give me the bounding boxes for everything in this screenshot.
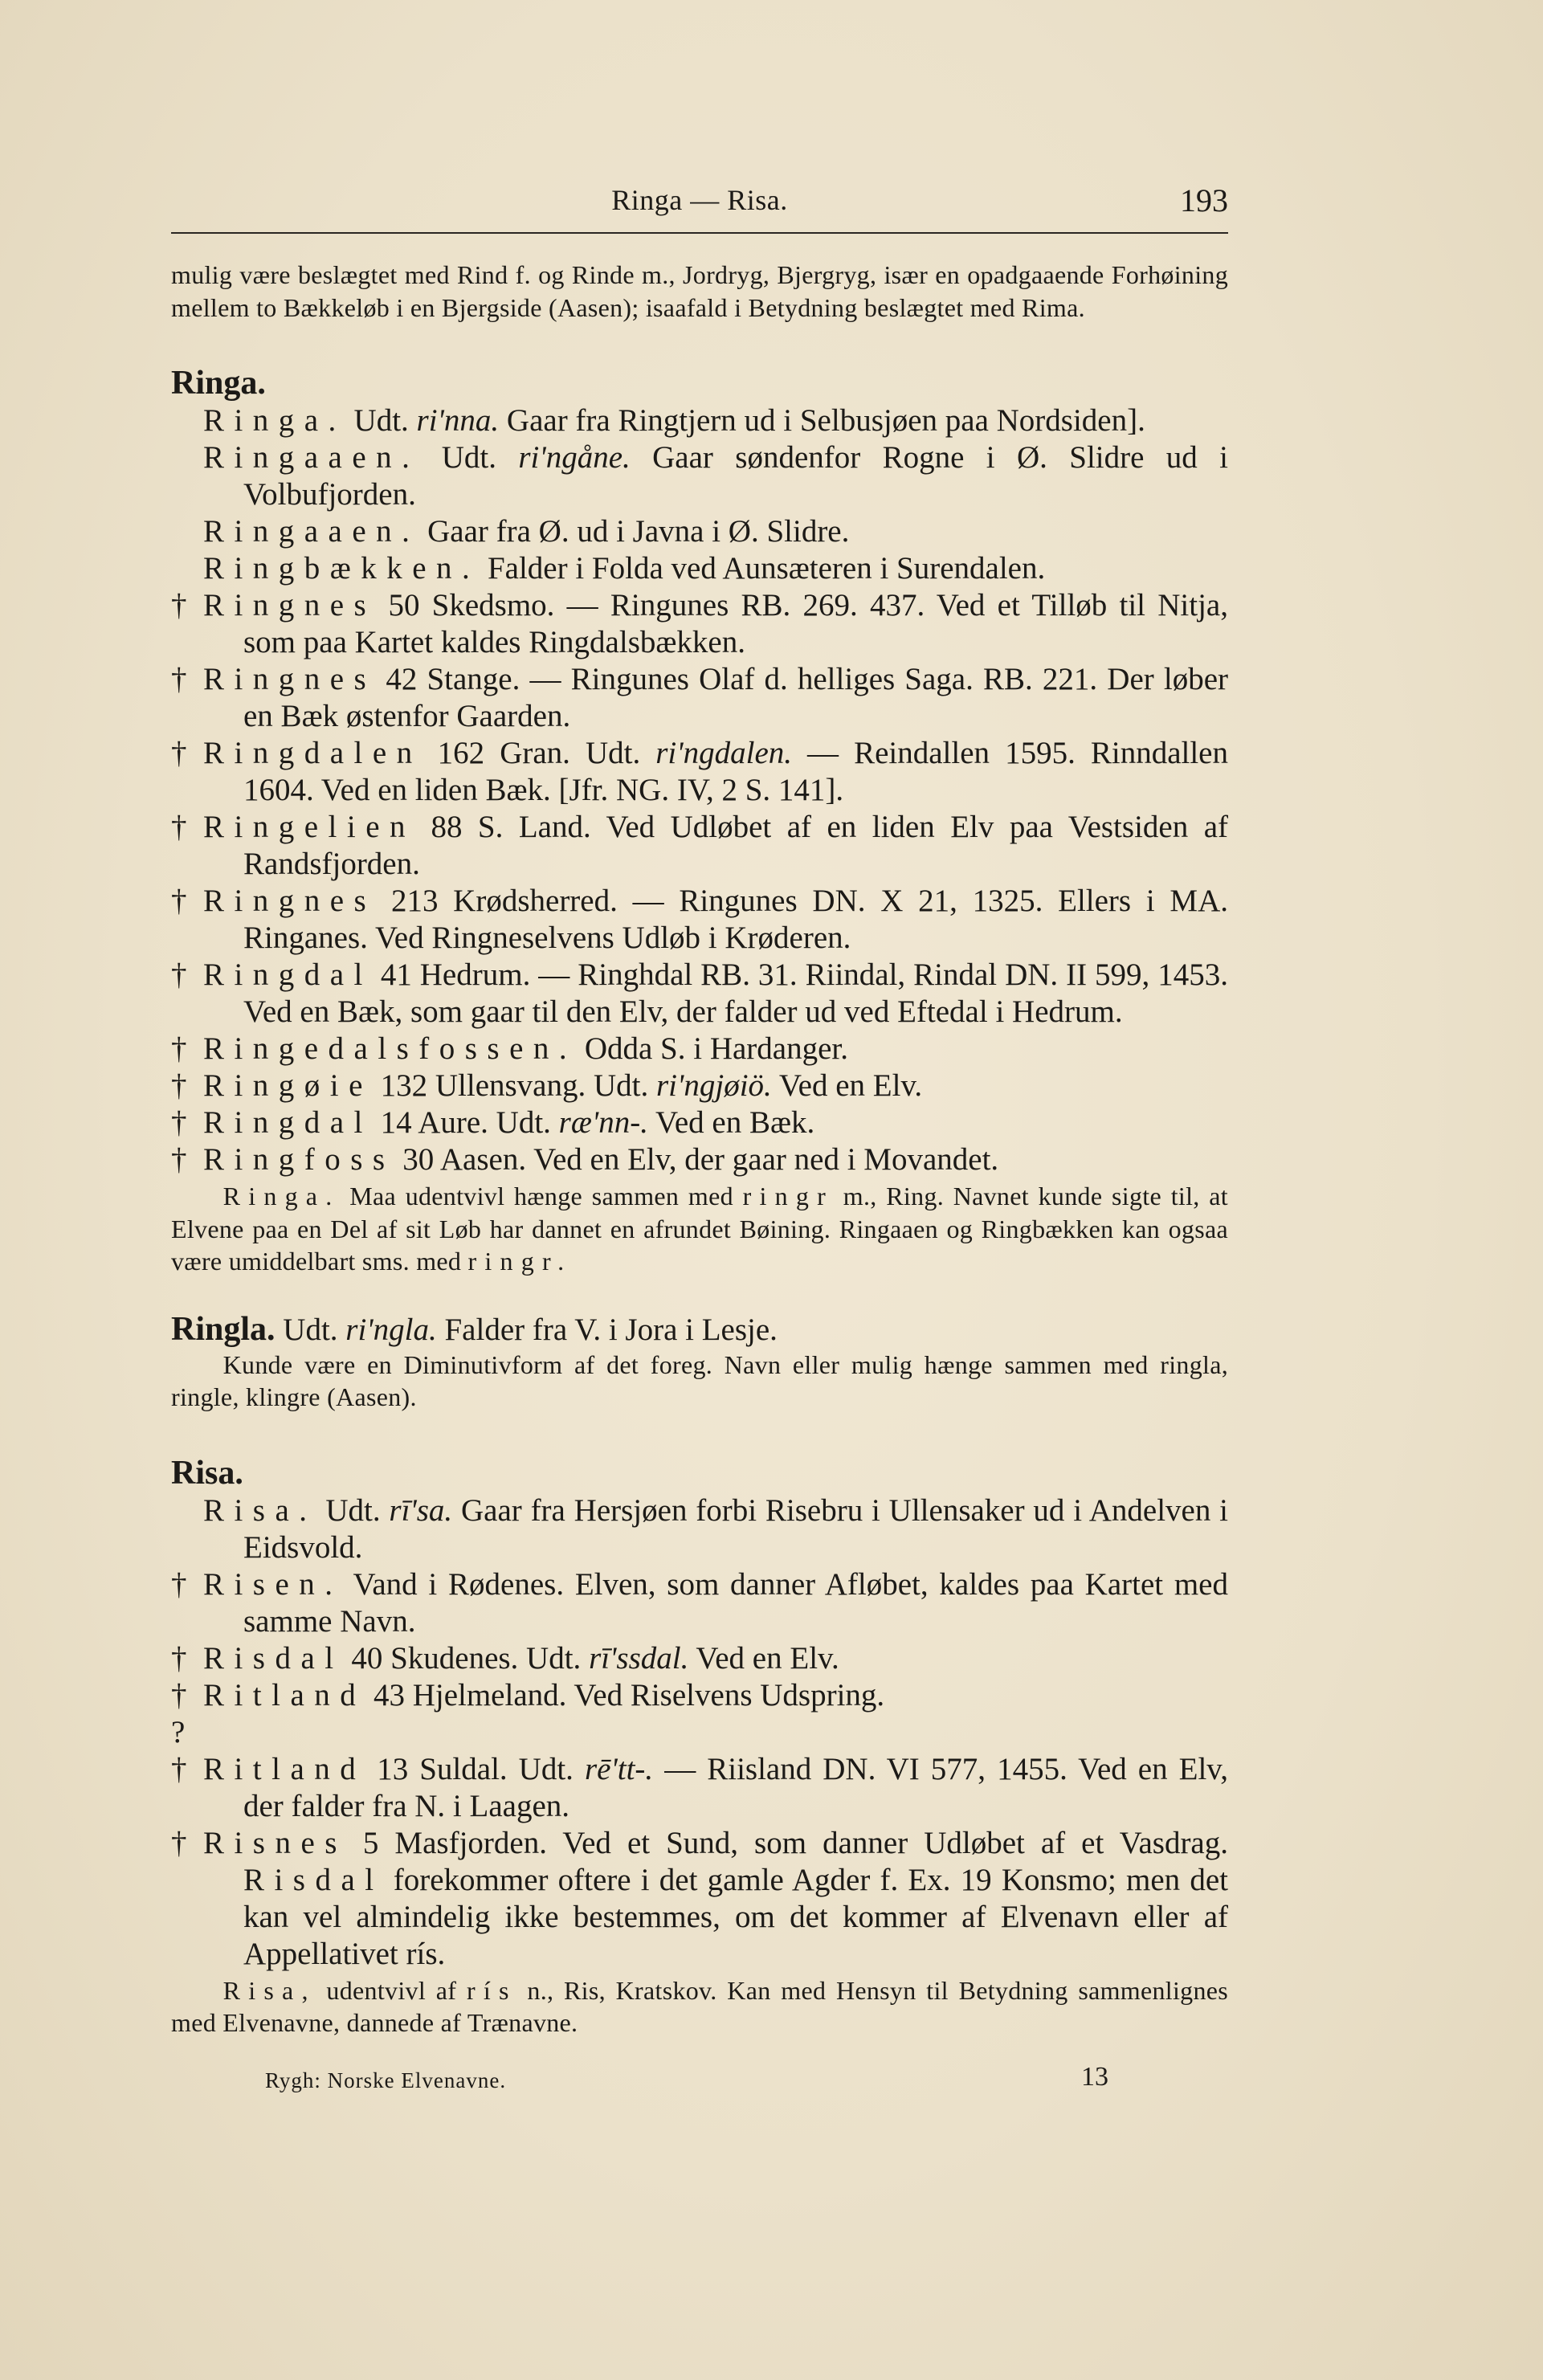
dagger-mark: † xyxy=(171,588,187,623)
page-footer xyxy=(265,2062,1108,2094)
entry-name: Ringnes xyxy=(203,588,377,623)
dictionary-entry xyxy=(171,513,1228,550)
ringa-note-text-b: m., Ring. Navnet kunde sigte til, at Elvene paa en Del af sit Løb har dannet en afrundet Bøining. Ringaaen og Ringbækken kan ogsaa være umiddelbart sms. med xyxy=(171,1182,1228,1276)
entry-name: Ringaaen. xyxy=(203,440,420,475)
entry-pronunciation: ri'ngdalen. xyxy=(655,736,792,770)
entry-name: Ringdal xyxy=(203,1105,373,1140)
ringa-note xyxy=(171,1180,1228,1278)
risa-note-word: rís xyxy=(466,1975,517,2005)
entry-text: 50 Skedsmo. — Ringunes RB. 269. 437. Ved et Tilløb til Nitja, som paa Kartet kaldes Ringdalsbækken. xyxy=(243,588,1228,659)
dagger-mark: † xyxy=(171,662,187,696)
dictionary-entry xyxy=(171,661,1228,735)
entry-pronunciation: ri'ngåne. xyxy=(518,440,631,475)
running-header xyxy=(171,183,1228,228)
entry-name: Ritland xyxy=(203,1751,366,1786)
entry-name: Ringbækken. xyxy=(203,551,480,586)
dictionary-entry xyxy=(171,1492,1228,1566)
entry-name: Ringfoss xyxy=(203,1142,395,1177)
entry-pronunciation: ri'nna. xyxy=(416,403,500,438)
dictionary-entry xyxy=(171,735,1228,809)
section-heading-risa: Risa. xyxy=(171,1454,243,1492)
entry-name: Risa. xyxy=(203,1492,317,1528)
dagger-mark: † xyxy=(171,1031,187,1066)
entry-rest: — Riisland DN. VI 577, 1455. Ved en Elv, der falder fra N. i Laagen. xyxy=(243,1751,1228,1823)
risa-note-name: Risa, xyxy=(222,1975,316,2005)
entry-text: Udt. xyxy=(316,1492,390,1528)
entry-text: Udt. xyxy=(419,440,519,475)
entry-rest: Gaar søndenfor Rogne i Ø. Slidre ud i Volbufjorden. xyxy=(243,440,1228,512)
dagger-mark: † xyxy=(171,884,187,918)
section-heading-ringa: Ringa. xyxy=(171,365,266,402)
entry-name: Ringelien xyxy=(203,810,415,844)
ringla-pronunciation: ri'ngla. xyxy=(345,1312,437,1347)
ringa-note-word2: ringr. xyxy=(467,1247,573,1276)
footer-signature: Rygh: Norske Elvenavne. xyxy=(265,2068,507,2092)
entry-text: 40 Skudenes. Udt. xyxy=(343,1640,590,1676)
ringla-rest: Falder fra V. i Jora i Lesje. xyxy=(436,1312,778,1347)
entry-text: 162 Gran. Udt. xyxy=(422,736,656,770)
entry-name: Ritland xyxy=(203,1677,366,1713)
dictionary-entry xyxy=(171,809,1228,883)
entry-name: Ringnes xyxy=(203,662,377,696)
entry-rest: — Reindallen 1595. Rinndallen 1604. Ved en liden Bæk. [Jfr. NG. IV, 2 S. 141]. xyxy=(243,736,1228,807)
dictionary-entry xyxy=(171,1825,1228,1973)
dictionary-entry xyxy=(171,550,1228,587)
dagger-mark: † xyxy=(171,1142,187,1177)
section-heading-ringla: Ringla. xyxy=(171,1310,276,1348)
dagger-mark: † xyxy=(171,1825,187,1860)
entry-pronunciation: ræ'nn-. xyxy=(558,1105,648,1140)
entry-rest: Ved en Bæk. xyxy=(647,1105,815,1140)
page-body xyxy=(171,259,1228,2039)
entry-text: 41 Hedrum. — Ringhdal RB. 31. Riindal, Rindal DN. II 599, 1453. Ved en Bæk, som gaar til den Elv, der falder ud ved Eftedal i Hedrum. xyxy=(243,957,1228,1029)
entry-pronunciation: ri'ngjøiö. xyxy=(656,1068,772,1103)
risnes-cont-text: forekommer oftere i det gamle Agder f. Ex. 19 Konsmo; men det kan vel almindelig ikke bestemmes, om det kommer af Elvenavn eller af Appellativet rís. xyxy=(243,1862,1228,1971)
dagger-mark: † xyxy=(171,810,187,844)
entry-rest: Gaar fra Hersjøen forbi Risebru i Ullensaker ud i Andelven i Eidsvold. xyxy=(243,1492,1229,1565)
dagger-mark: † xyxy=(171,736,187,770)
risa-entries xyxy=(171,1492,1228,1973)
dictionary-entry xyxy=(171,957,1228,1031)
entry-text: Gaar fra Ø. ud i Javna i Ø. Slidre. xyxy=(419,514,850,549)
ringa-entries xyxy=(171,402,1228,1178)
dictionary-entry xyxy=(171,587,1228,661)
dagger-mark: † xyxy=(171,1677,187,1713)
entry-name: Ringnes xyxy=(203,884,377,918)
header-rule xyxy=(171,232,1228,234)
dictionary-entry xyxy=(171,1677,1228,1714)
entry-text: 13 Suldal. Udt. xyxy=(365,1751,585,1786)
running-title: Ringa — Risa. xyxy=(611,184,788,216)
entry-name: Risen. xyxy=(203,1566,343,1602)
entry-text: 30 Aasen. Ved en Elv, der gaar ned i Movandet. xyxy=(394,1142,999,1177)
entry-pronunciation: rē'tt-. xyxy=(584,1751,654,1786)
entry-text: 213 Krødsherred. — Ringunes DN. X 21, 1325. Ellers i MA. Ringanes. Ved Ringneselvens Udløb i Krøderen. xyxy=(243,884,1228,955)
entry-text: 88 S. Land. Ved Udløbet af en liden Elv paa Vestsiden af Randsfjorden. xyxy=(243,810,1228,881)
ringa-note-text-a: Maa udentvivl hænge sammen med xyxy=(340,1182,743,1210)
dagger-mark: † xyxy=(171,1105,187,1140)
ringla-text: Udt. xyxy=(275,1312,346,1347)
entry-name: Ringaaen. xyxy=(203,514,420,549)
entry-name: Risdal xyxy=(203,1640,344,1676)
dagger-mark: † xyxy=(171,1068,187,1103)
dagger-mark: † xyxy=(171,957,187,992)
entry-text: 43 Hjelmeland. Ved Riselvens Udspring. xyxy=(365,1677,885,1713)
entry-name: Ringøie xyxy=(203,1068,373,1103)
entry-text: 5 Masfjorden. Ved et Sund, som danner Udløbet af et Vasdrag. xyxy=(346,1825,1228,1860)
entry-text: Udt. xyxy=(345,403,417,438)
dictionary-entry xyxy=(171,1714,1228,1825)
dictionary-entry xyxy=(171,402,1228,439)
risa-note-text-a: udentvivl af xyxy=(316,1975,467,2005)
risa-note-text-b: n., Ris, Kratskov. Kan med Hensyn til Betydning sammenlignes med Elvenavne, dannede af Trænavne. xyxy=(171,1975,1228,2037)
ringla-note xyxy=(171,1349,1228,1414)
ringla-entry xyxy=(171,1310,1228,1349)
ringa-note-name: Ringa. xyxy=(222,1182,341,1210)
entry-text: 42 Stange. — Ringunes Olaf d. helliges Saga. RB. 221. Der løber en Bæk østenfor Gaarden. xyxy=(243,662,1228,733)
entry-text: 14 Aure. Udt. xyxy=(372,1105,559,1140)
entry-name: Ringa. xyxy=(203,403,346,438)
risa-note xyxy=(171,1974,1228,2039)
entry-pronunciation: rī'sa. xyxy=(389,1492,453,1528)
footer-sheet-number: 13 xyxy=(1081,2062,1108,2092)
entry-name: Risnes xyxy=(203,1825,347,1860)
dictionary-entry xyxy=(171,1031,1228,1068)
entry-text: 132 Ullensvang. Udt. xyxy=(372,1068,656,1103)
dagger-mark: † xyxy=(171,1566,187,1602)
entry-rest: Gaar fra Ringtjern ud i Selbusjøen paa Nordsiden]. xyxy=(499,403,1145,438)
dictionary-entry xyxy=(171,1141,1228,1178)
dictionary-entry xyxy=(171,1640,1228,1677)
entry-name: Ringedalsfossen. xyxy=(203,1031,578,1066)
intro-paragraph: mulig være beslægtet med Rind f. og Rinde m., Jordryg, Bjergryg, især en opadgaaende Forhøining mellem to Bækkeløb i en Bjergside (Aasen); isaafald i Betydning beslægtet med Rima. xyxy=(171,260,1228,322)
dictionary-entry xyxy=(171,1068,1228,1104)
entry-name: Ringdal xyxy=(203,957,373,992)
entry-text: Odda S. i Hardanger. xyxy=(577,1031,848,1066)
dictionary-entry xyxy=(171,1566,1228,1640)
ringla-note-text: Kunde være en Diminutivform af det foreg. Navn eller mulig hænge sammen med ringla, ringle, klingre (Aasen). xyxy=(171,1349,1228,1411)
entry-text: Vand i Rødenes. Elven, som danner Afløbet, kaldes paa Kartet med samme Navn. xyxy=(243,1566,1228,1639)
ringa-note-word: ringr xyxy=(742,1182,835,1210)
dagger-mark: † xyxy=(171,1640,187,1676)
page-number: 193 xyxy=(1180,182,1228,218)
entry-pronunciation: rī'ssdal. xyxy=(589,1640,689,1676)
entry-rest: Ved en Elv. xyxy=(771,1068,923,1103)
dictionary-entry xyxy=(171,883,1228,957)
entry-name: Ringdalen xyxy=(203,736,422,770)
dictionary-entry xyxy=(171,1104,1228,1141)
entry-rest: Ved en Elv. xyxy=(688,1640,839,1676)
dictionary-entry xyxy=(171,439,1228,513)
dagger-mark: ? † xyxy=(171,1714,187,1786)
entry-text: Falder i Folda ved Aunsæteren i Surendalen. xyxy=(480,551,1046,586)
risnes-cont-name: Risdal xyxy=(243,1862,384,1897)
